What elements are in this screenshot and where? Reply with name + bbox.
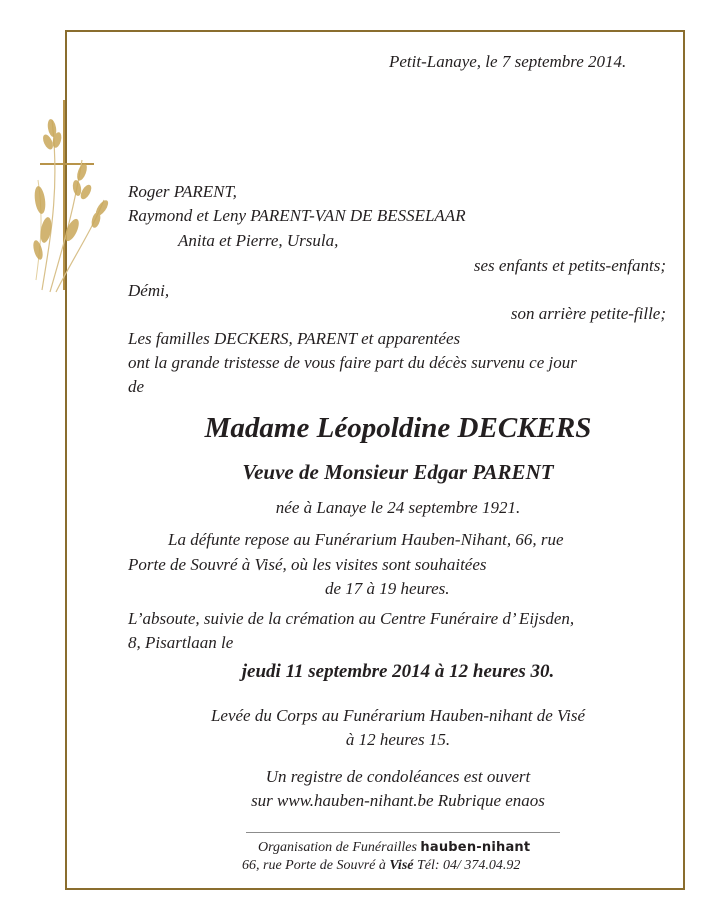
- footer-city: Visé: [389, 858, 414, 873]
- ceremony-date: jeudi 11 septembre 2014 à 12 heures 30.: [241, 661, 555, 682]
- absoute-line-2: 8, Pisartlaan le: [128, 633, 234, 652]
- brand-logo: hauben-nihant: [420, 840, 531, 855]
- registre-line-1: Un registre de condoléances est ouvert: [265, 767, 531, 786]
- footer-phone: Tél: 04/ 374.04.92: [416, 858, 521, 873]
- footer-divider: [246, 832, 560, 833]
- deceased-name: Madame Léopoldine DECKERS: [204, 412, 592, 444]
- family-line-6: son arrière petite-fille;: [510, 304, 666, 323]
- registre-line-2: sur www.hauben-nihant.be Rubrique enaos: [251, 791, 545, 810]
- birth-info: née à Lanaye le 24 septembre 1921.: [275, 498, 521, 517]
- family-line-3: Anita et Pierre, Ursula,: [178, 231, 339, 250]
- levee-line-1: Levée du Corps au Funérarium Hauben-nihant de Visé: [210, 706, 586, 725]
- footer-org-prefix: Organisation de Funérailles: [258, 840, 417, 855]
- family-line-7: Les familles DECKERS, PARENT et apparentées: [128, 329, 461, 348]
- family-line-9: de: [128, 377, 145, 396]
- family-line-2: Raymond et Leny PARENT-VAN DE BESSELAAR: [128, 206, 466, 225]
- footer-address: [242, 857, 520, 875]
- repose-line-2: Porte de Souvré à Visé, où les visites sont souhaitées: [128, 555, 487, 574]
- footer-address-prefix: 66, rue Porte de Souvré à: [242, 858, 386, 873]
- place-date: Petit-Lanaye, le 7 septembre 2014.: [389, 52, 627, 71]
- wheat-cross-icon: [22, 80, 112, 295]
- footer-org: [258, 839, 530, 857]
- widow-of: Veuve de Monsieur Edgar PARENT: [242, 460, 554, 484]
- absoute-line-1: L’absoute, suivie de la crémation au Centre Funéraire d’ Eijsden,: [128, 609, 575, 628]
- family-line-4: ses enfants et petits-enfants;: [473, 256, 666, 275]
- repose-line-1: La défunte repose au Funérarium Hauben-Nihant, 66, rue: [168, 530, 564, 549]
- family-line-5: Démi,: [128, 281, 170, 300]
- family-line-8: ont la grande tristesse de vous faire part du décès survenu ce jour: [128, 353, 577, 372]
- levee-line-2: à 12 heures 15.: [345, 730, 451, 749]
- repose-line-3: de 17 à 19 heures.: [325, 579, 450, 598]
- family-line-1: Roger PARENT,: [128, 182, 237, 201]
